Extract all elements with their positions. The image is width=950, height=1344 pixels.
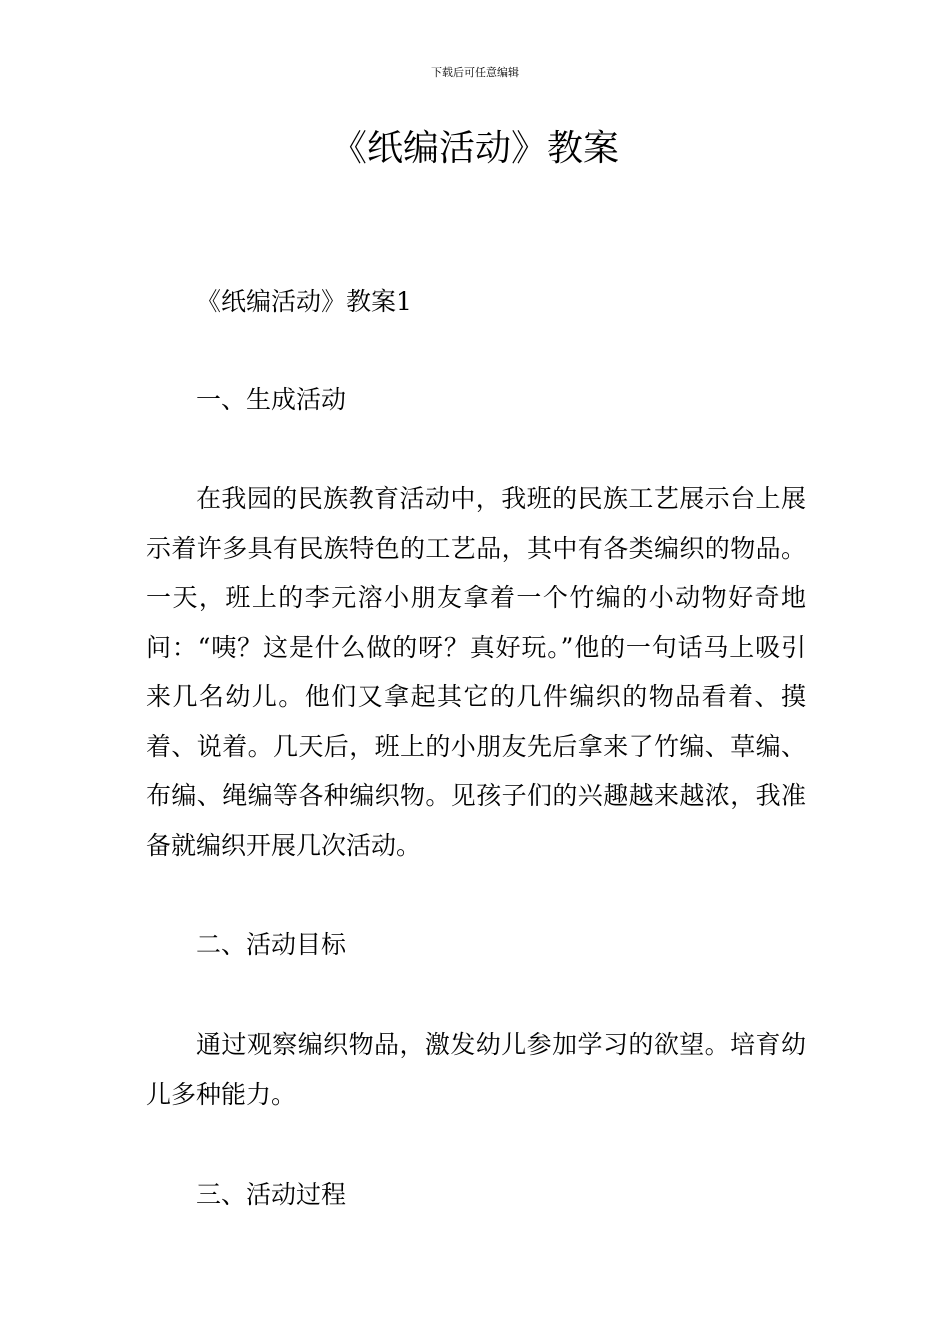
section-heading-process: 三、活动过程: [196, 1180, 347, 1209]
section-heading-lesson-1: 《纸编活动》教案1: [196, 287, 412, 316]
header-note: 下载后可任意编辑: [431, 66, 519, 79]
section-heading-generation: 一、生成活动: [196, 385, 347, 414]
body-paragraph-goals: 通过观察编织物品，激发幼儿参加学习的欲望。培育幼儿多种能力。: [146, 1030, 806, 1109]
document-title: 《纸编活动》教案: [330, 128, 619, 169]
section-heading-goals: 二、活动目标: [196, 930, 347, 959]
body-paragraph-generation: 在我园的民族教育活动中，我班的民族工艺展示台上展示着许多具有民族特色的工艺品，其中有各类编织的物品。一天，班上的李元溶小朋友拿着一个竹编的小动物好奇地问：“咦？这是什么做的呀？真好玩。”他的一句话马上吸引来几名幼儿。他们又拿起其它的几件编织的物品看着、摸着、说着。几天后，班上的小朋友先后拿来了竹编、草编、布编、绳编等各种编织物。见孩子们的兴趣越来越浓，我准备就编织开展几次活动。: [146, 484, 806, 860]
